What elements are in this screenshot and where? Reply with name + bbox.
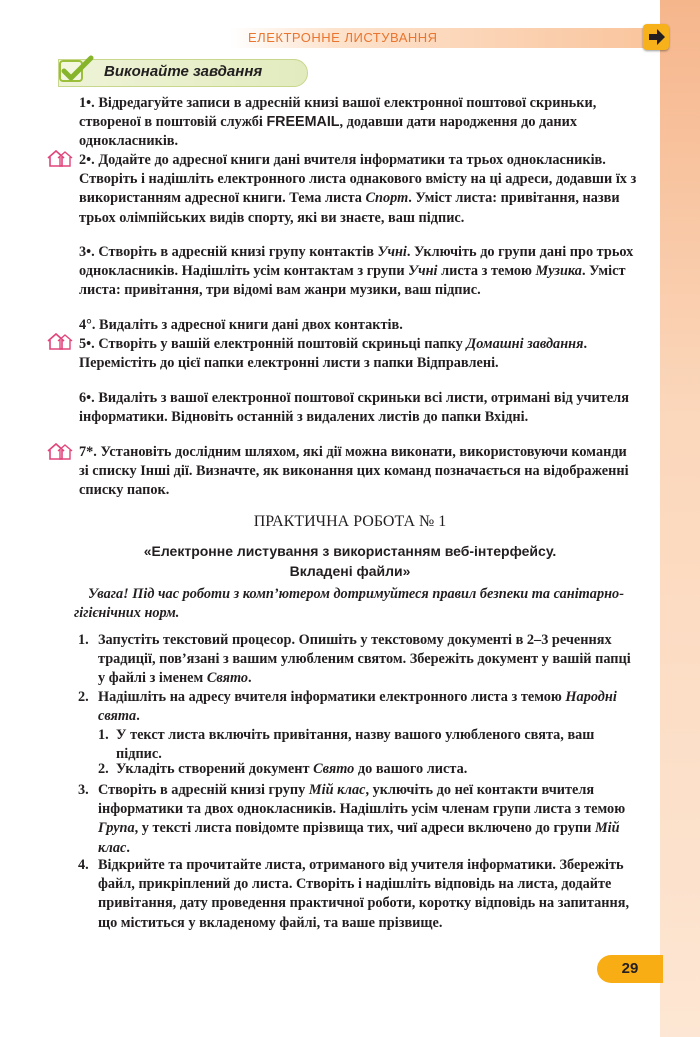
step-number: 2.	[78, 689, 89, 705]
step-text: .	[136, 708, 140, 725]
task-text: . Уключіть до групи дані про трьох однокласників. Надішліть усім контактам з групи	[79, 244, 634, 280]
practical-subtitle-line: Вкладені файли»	[289, 563, 411, 579]
task-text: .	[524, 409, 529, 426]
home-task-icon	[46, 148, 74, 168]
task-item	[79, 443, 639, 501]
step-item	[74, 781, 640, 858]
arrow-right-icon[interactable]	[643, 24, 669, 50]
substep-text: до вашого листа.	[354, 761, 468, 777]
step-text: .	[248, 670, 252, 687]
task-text: Вхідні	[484, 409, 525, 426]
home-task-icon	[46, 441, 74, 461]
task-text: листа з темою	[437, 263, 536, 280]
step-item	[74, 856, 640, 933]
task-number: 6•.	[79, 390, 95, 406]
checkmark-icon	[56, 55, 96, 92]
substep-text: У текст листа включіть привітання, назву вашого улюбленого свята, ваш підпис.	[116, 727, 595, 763]
task-item	[79, 389, 639, 427]
step-text: Відкрийте та прочитайте листа, отриманого від учителя інформатики. Збережіть файл, прикріплений до листа. Створіть і надішліть відповідь на листа, додайте привітання, дату проведення практичної роботи, коротку відповідь на запитання, що міститься у вкладеному файлі, та ваше прізвище.	[98, 857, 630, 931]
task-text: Створіть у вашій електронній поштовій скриньці папку	[98, 336, 467, 352]
practical-title: ПРАКТИЧНА РОБОТА № 1	[253, 513, 447, 530]
task-item	[79, 94, 639, 152]
task-text-italic: Учні	[377, 244, 407, 260]
task-item	[79, 243, 639, 301]
task-text: .	[495, 355, 499, 372]
substep-text-italic: Свято	[313, 761, 355, 777]
task-number: 7*.	[79, 444, 97, 460]
task-number: 1•.	[79, 95, 95, 111]
step-number: 4.	[78, 857, 89, 873]
task-text: . Перемістіть до цієї папки електронні листи з папки	[79, 336, 588, 372]
chapter-title: ЕЛЕКТРОННЕ ЛИСТУВАННЯ	[248, 30, 438, 45]
task-text-italic: Музика	[535, 263, 582, 280]
task-text: Видаліть з адресної книги дані двох контактів.	[99, 317, 403, 333]
task-text-italic: Спорт	[365, 190, 409, 207]
task-number: 3•.	[79, 244, 95, 260]
step-text-italic: Мій клас	[308, 782, 366, 798]
step-text-italic: Мій клас	[98, 820, 620, 856]
task-text: Додайте до адресної книги дані вчителя інформатики та трьох однокласників. Створіть і надішліть електронного листа однакового вмісту на ці адреси, додавши їх з використанням адресної книги. Тема листа	[79, 152, 637, 207]
page-number: 29	[597, 955, 663, 983]
home-task-icon	[46, 331, 74, 351]
tasks-title: Виконайте завдання	[104, 63, 263, 80]
safety-warning: Увага! Під час роботи з комп’ютером дотримуйтеся правил безпеки та санітарно-гігієнічних норм.	[74, 586, 624, 622]
task-text-service: FREEMAIL	[266, 114, 340, 131]
substep-item	[98, 760, 640, 779]
task-text-italic: Домашні завдання	[466, 336, 584, 352]
task-text: Установіть дослідним шляхом, які дії можна виконати, використовуючи команди зі списку	[79, 444, 627, 480]
practical-subtitle	[100, 541, 600, 581]
step-text: Запустіть текстовий процесор. Опишіть у текстовому документі в 2–3 реченнях традиції, пов’язані з вашим улюбленим святом. Збережіть документ у вашій папці у файлі з іменем	[98, 632, 631, 687]
task-text: . Уміст листа: привітання, три відомі вам жанри музики, ваш підпис.	[79, 263, 626, 299]
task-item	[79, 151, 639, 228]
practical-subtitle-line: «Електронне листування з використанням веб-інтерфейсу.	[143, 543, 557, 559]
substep-number: 2.	[98, 761, 109, 777]
step-item	[74, 688, 640, 726]
step-number: 3.	[78, 782, 89, 798]
step-text-italic: Група	[98, 820, 135, 837]
step-text: Створіть в адресній книзі групу	[98, 782, 309, 798]
task-text: Інші дії	[140, 463, 189, 480]
step-text: , у тексті листа повідомте прізвища тих, чиї адреси включено до групи	[134, 820, 595, 837]
step-text: , уключіть до неї контакти вчителя інформатики та двох однокласників. Надішліть усім членам групи листа з темою	[98, 782, 626, 818]
substep-text: Укладіть створений документ	[116, 761, 314, 777]
task-number: 2•.	[79, 152, 95, 168]
substep-item	[98, 726, 640, 764]
task-text: . Визначте, як виконання цих команд позначається на відображенні списку папок.	[79, 463, 629, 499]
task-text-italic: Учні	[408, 263, 438, 280]
step-text: .	[126, 839, 130, 856]
task-text: Видаліть з вашої електронної поштової скриньки всі листи, отримані від учителя інформатики. Відновіть останній з видалених листів до папки	[79, 390, 629, 426]
task-text: Створіть в адресній книзі групу контактів	[98, 244, 378, 260]
task-text: , додавши дати народження до даних однокласників.	[79, 114, 578, 150]
step-text-italic: Свято	[206, 670, 249, 687]
step-number: 1.	[78, 632, 89, 648]
task-text: . Уміст листа: привітання, назви трьох олімпійських видів спорту, які ви знаєте, ваш підпис.	[79, 190, 620, 226]
task-number: 5•.	[79, 336, 95, 352]
substep-number: 1.	[98, 727, 109, 743]
task-text: Відредагуйте записи в адресній книзі вашої електронної поштової скриньки, створеної в поштовій службі	[79, 95, 597, 131]
task-item	[79, 316, 639, 335]
task-item	[79, 335, 639, 373]
task-text: Відправлені	[416, 355, 496, 372]
task-number: 4°.	[79, 317, 96, 333]
step-item	[74, 631, 640, 689]
step-text: Надішліть на адресу вчителя інформатики електронного листа з темою	[98, 689, 566, 705]
step-text-italic: Народні свята	[98, 689, 617, 725]
